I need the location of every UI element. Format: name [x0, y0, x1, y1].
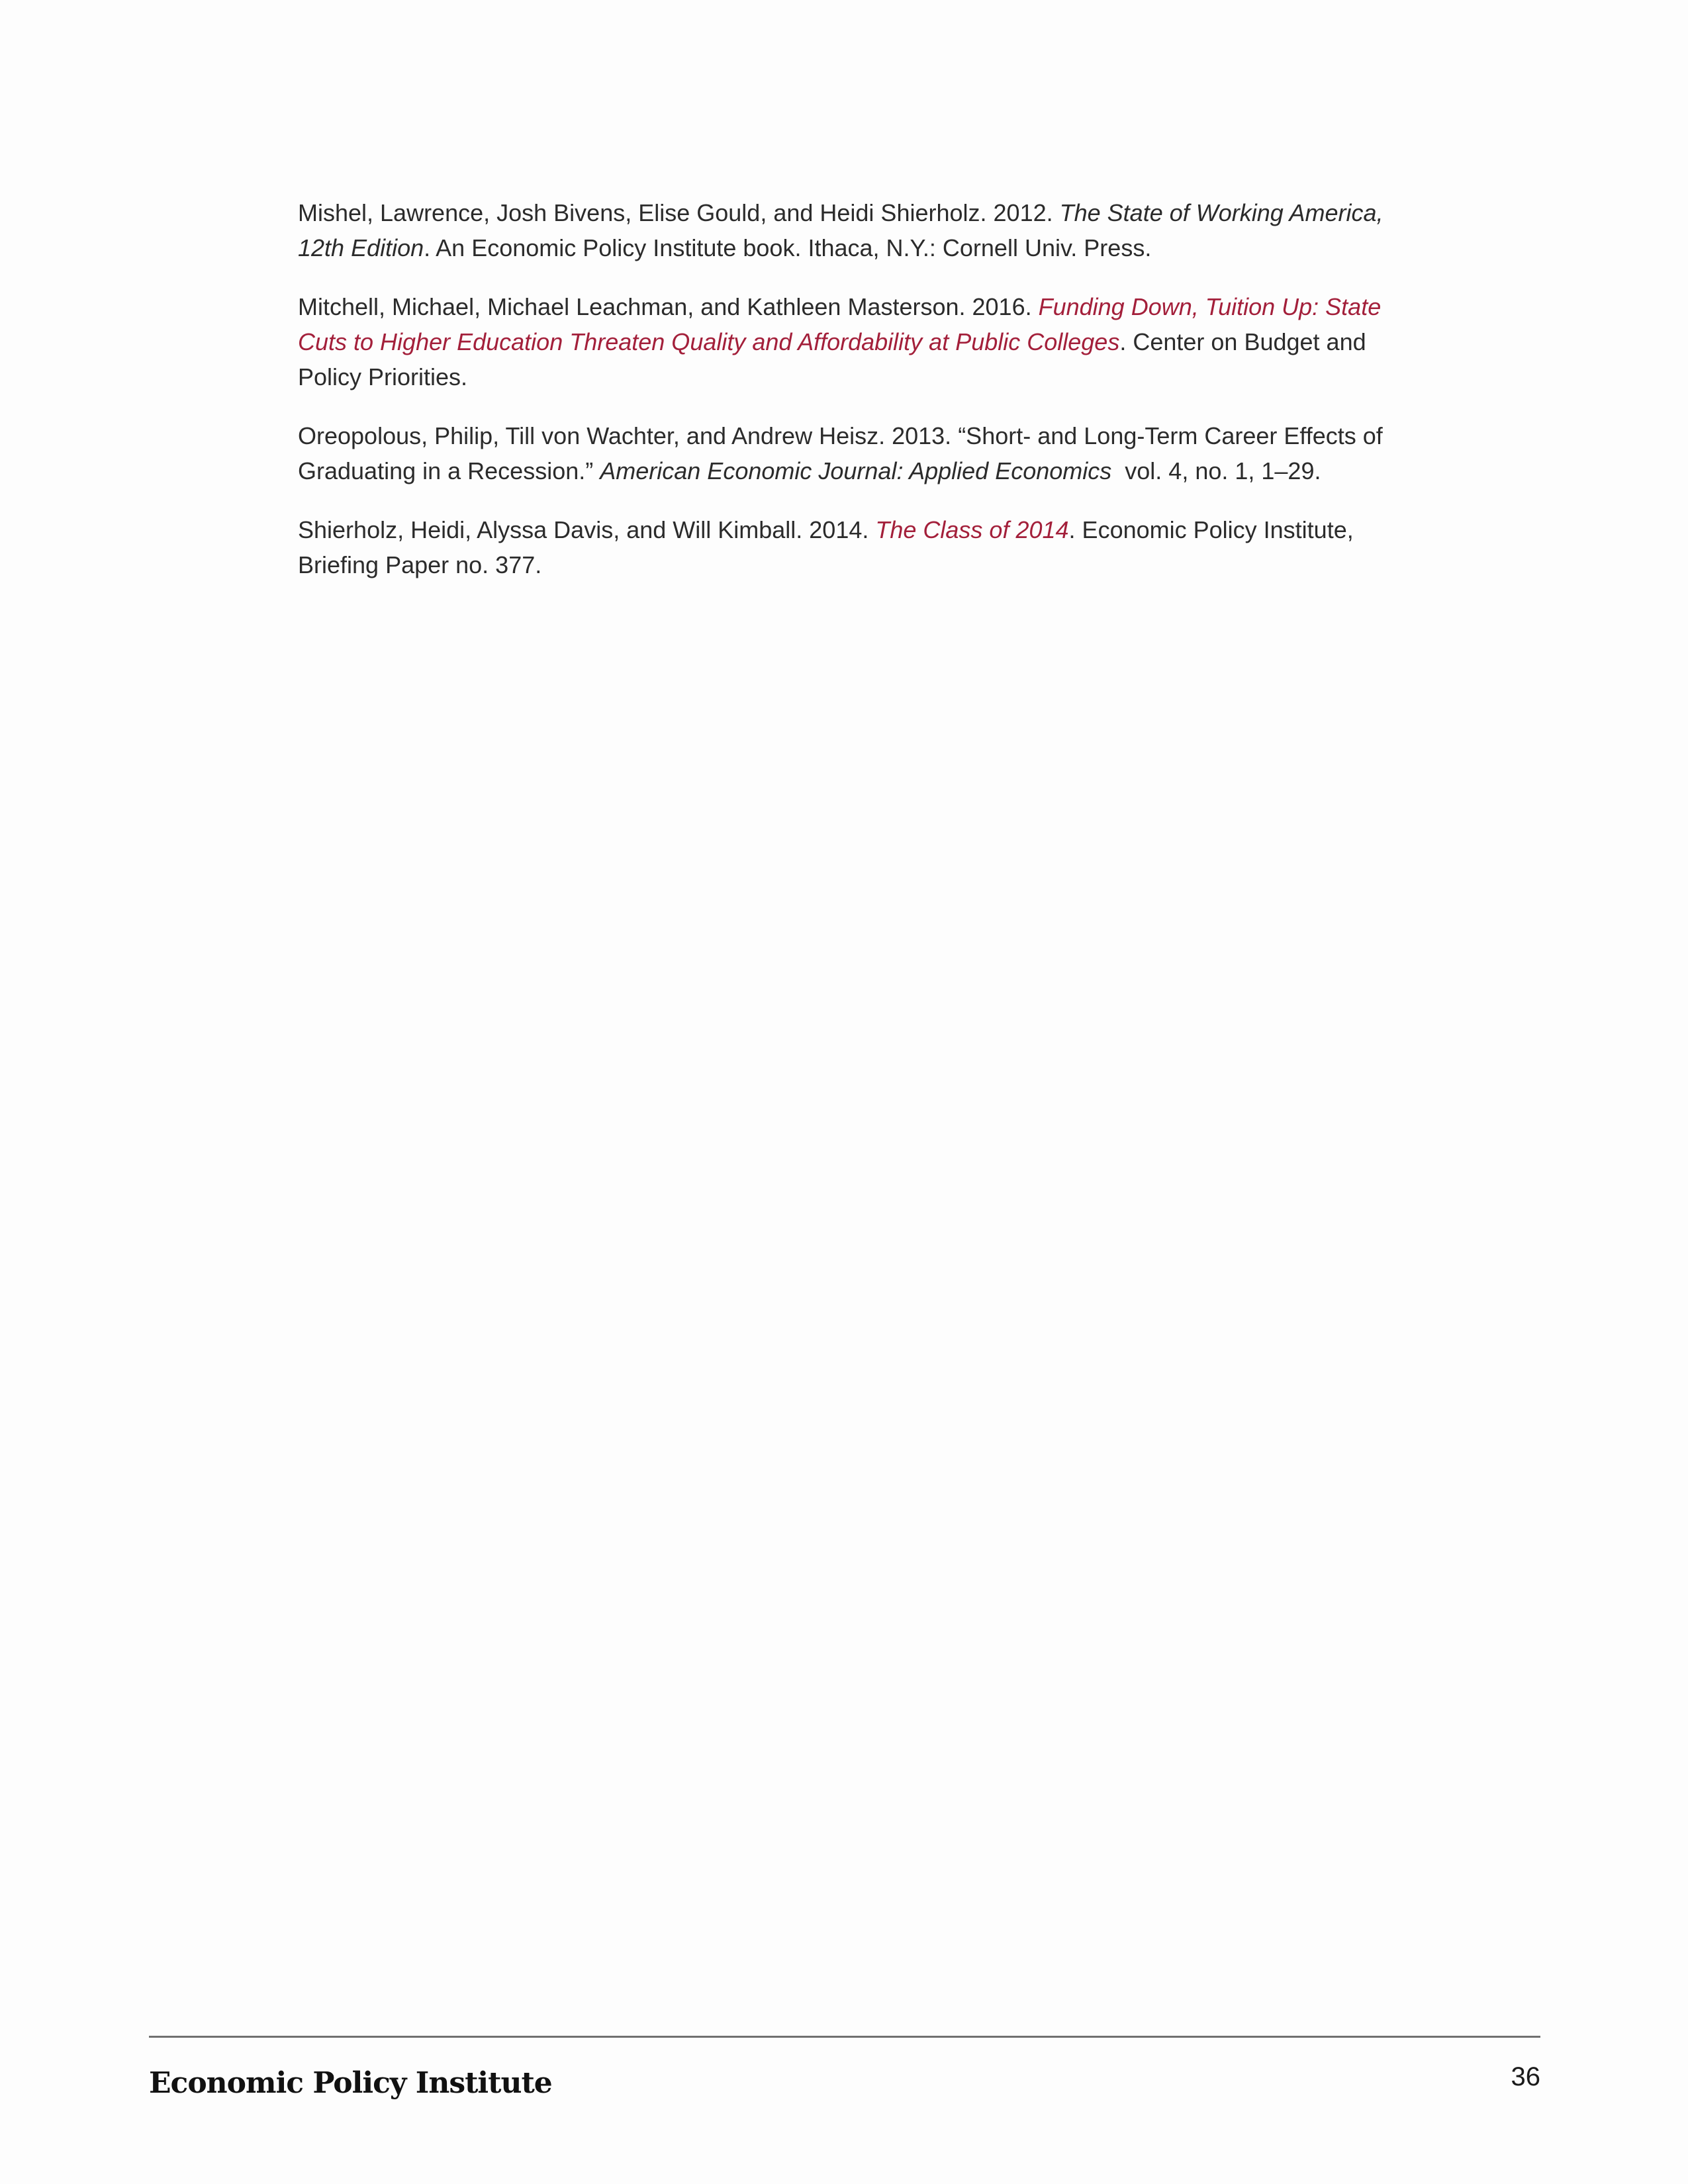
- reference-title: The State of Working America, 12th Edition: [298, 199, 1383, 261]
- reference-entry: [298, 512, 1383, 582]
- reference-publisher: . Economic Policy Institute, Briefing Paper no. 377.: [298, 516, 1354, 578]
- reference-title-link[interactable]: Funding Down, Tuition Up: State Cuts to Higher Education Threaten Quality and Affordability at Public Colleges: [298, 293, 1382, 355]
- reference-authors-year: Shierholz, Heidi, Alyssa Davis, and Will Kimball. 2014.: [298, 516, 876, 543]
- reference-publisher: . An Economic Policy Institute book. Ithaca, N.Y.: Cornell Univ. Press.: [424, 234, 1152, 261]
- footer-brand-wordmark: Economic Policy Institute: [149, 2066, 552, 2100]
- reference-entry: [298, 195, 1383, 265]
- reference-volume-pages: vol. 4, no. 1, 1–29.: [1111, 457, 1321, 484]
- reference-list: [298, 195, 1383, 606]
- footer-divider: [149, 2036, 1540, 2038]
- reference-title-link[interactable]: The Class of 2014: [875, 516, 1069, 543]
- reference-entry: [298, 418, 1383, 488]
- reference-publisher: . Center on Budget and Policy Priorities.: [298, 328, 1366, 390]
- page-number: 36: [1511, 2062, 1540, 2091]
- reference-authors-year: Mitchell, Michael, Michael Leachman, and Kathleen Masterson. 2016.: [298, 293, 1039, 320]
- reference-authors-year: Oreopolous, Philip, Till von Wachter, and Andrew Heisz. 2013. “Short- and Long-Term Career Effects of Graduating in a Recession.”: [298, 422, 1383, 484]
- reference-authors-year: Mishel, Lawrence, Josh Bivens, Elise Gould, and Heidi Shierholz. 2012.: [298, 199, 1060, 226]
- reference-journal-title: American Economic Journal: Applied Economics: [600, 457, 1112, 484]
- reference-entry: [298, 289, 1383, 394]
